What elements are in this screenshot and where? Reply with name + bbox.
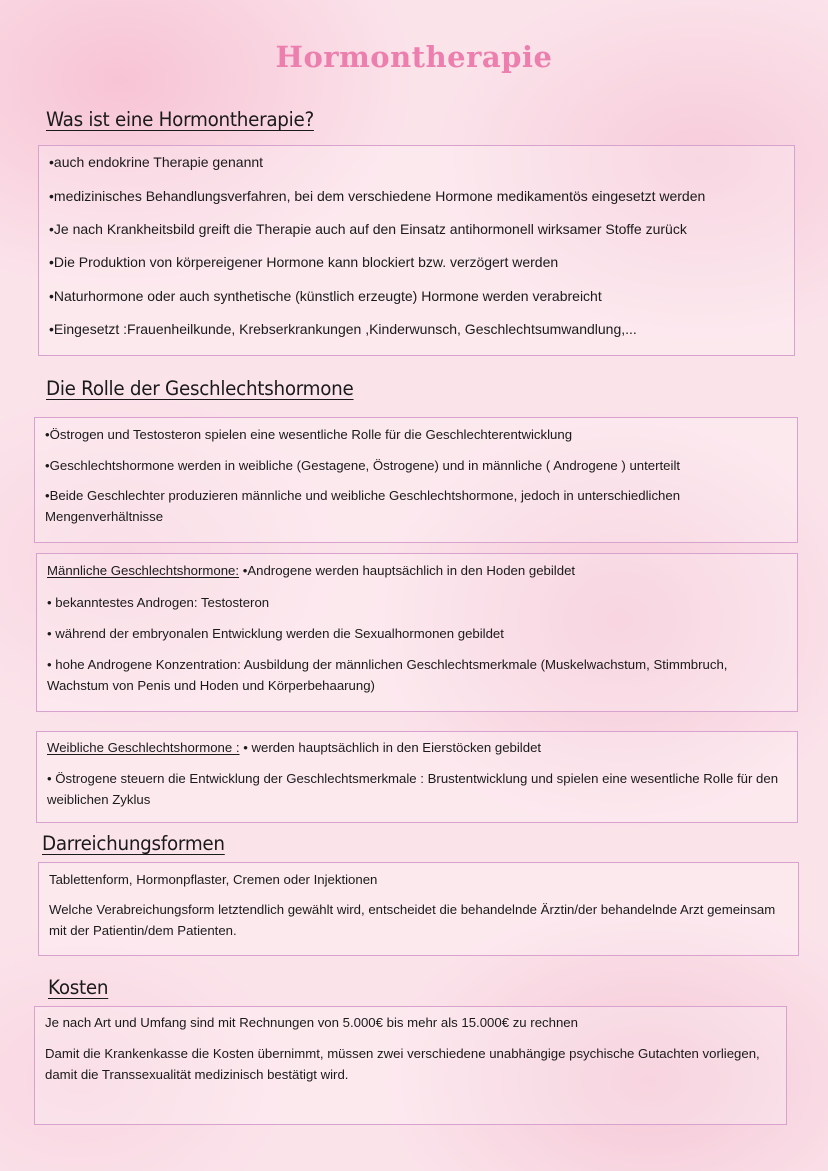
list-item: • hohe Androgene Konzentration: Ausbildung der männlichen Geschlechtsmerkmale (Muskelwachstum, Stimmbruch, Wachstum von Penis und Hoden und Körperbehaarung): [47, 657, 728, 693]
list-item: •Geschlechtshormone werden in weibliche (Gestagene, Östrogene) und in männliche ( Androgene ) unterteilt: [45, 458, 681, 473]
info-box-what-is: [38, 145, 795, 356]
list-item: Tablettenform, Hormonpflaster, Cremen oder Injektionen: [49, 872, 378, 887]
info-box-male-hormones: [36, 553, 798, 712]
list-item: •Beide Geschlechter produzieren männliche und weibliche Geschlechtshormone, jedoch in unterschiedlichen Mengenverhältnisse: [45, 488, 681, 524]
list-item: • während der embryonalen Entwicklung werden die Sexualhormonen gebildet: [47, 626, 504, 641]
list-item: •Je nach Krankheitsbild greift die Therapie auch auf den Einsatz antihormonell wirksamer Stoffe zurück: [49, 221, 687, 237]
list-item: Damit die Krankenkasse die Kosten übernimmt, müssen zwei verschiedene unabhängige psychische Gutachten vorliegen, damit die Transsexualität medizinisch bestätigt wird.: [45, 1046, 760, 1082]
list-item: • bekanntestes Androgen: Testosteron: [47, 595, 270, 610]
list-item: •Östrogen und Testosteron spielen eine wesentliche Rolle für die Geschlechterentwicklung: [45, 427, 573, 442]
info-box-forms: [38, 862, 799, 956]
section-heading-what-is: Was ist eine Hormontherapie?: [46, 108, 314, 131]
female-hormones-first: • werden hauptsächlich in den Eierstöcken gebildet: [239, 740, 542, 755]
info-box-costs: [34, 1006, 787, 1125]
list-item: Je nach Art und Umfang sind mit Rechnungen von 5.000€ bis mehr als 15.000€ zu rechnen: [45, 1015, 578, 1030]
list-item: •medizinisches Behandlungsverfahren, bei dem verschiedene Hormone medikamentös eingesetzt werden: [49, 188, 706, 204]
info-box-female-hormones: [36, 731, 798, 823]
section-heading-role: Die Rolle der Geschlechtshormone: [46, 377, 354, 400]
male-hormones-label: Männliche Geschlechtshormone:: [47, 563, 240, 578]
list-item: •Naturhormone oder auch synthetische (künstlich erzeugte) Hormone werden verabreicht: [49, 288, 602, 304]
male-hormones-first: •Androgene werden hauptsächlich in den Hoden gebildet: [239, 563, 576, 578]
section-heading-forms: Darreichungsformen: [42, 832, 225, 855]
list-item: •Die Produktion von körpereigener Hormone kann blockiert bzw. verzögert werden: [49, 254, 559, 270]
info-box-role: [34, 417, 798, 543]
page-title: Hormontherapie: [275, 40, 553, 74]
list-item: • Östrogene steuern die Entwicklung der Geschlechtsmerkmale : Brustentwicklung und spielen eine wesentliche Rolle für den weiblichen Zyklus: [47, 771, 779, 807]
section-heading-costs: Kosten: [48, 976, 109, 999]
list-item: Welche Verabreichungsform letztendlich gewählt wird, entscheidet die behandelnde Ärztin/der behandelnde Arzt gemeinsam mit der Patientin/dem Patienten.: [49, 902, 776, 938]
list-item: •auch endokrine Therapie genannt: [49, 154, 264, 170]
list-item: •Eingesetzt :Frauenheilkunde, Krebserkrankungen ,Kinderwunsch, Geschlechtsumwandlung,...: [49, 321, 637, 337]
female-hormones-label: Weibliche Geschlechtshormone :: [47, 740, 240, 755]
list-item: [47, 737, 789, 758]
list-item: [47, 560, 789, 581]
